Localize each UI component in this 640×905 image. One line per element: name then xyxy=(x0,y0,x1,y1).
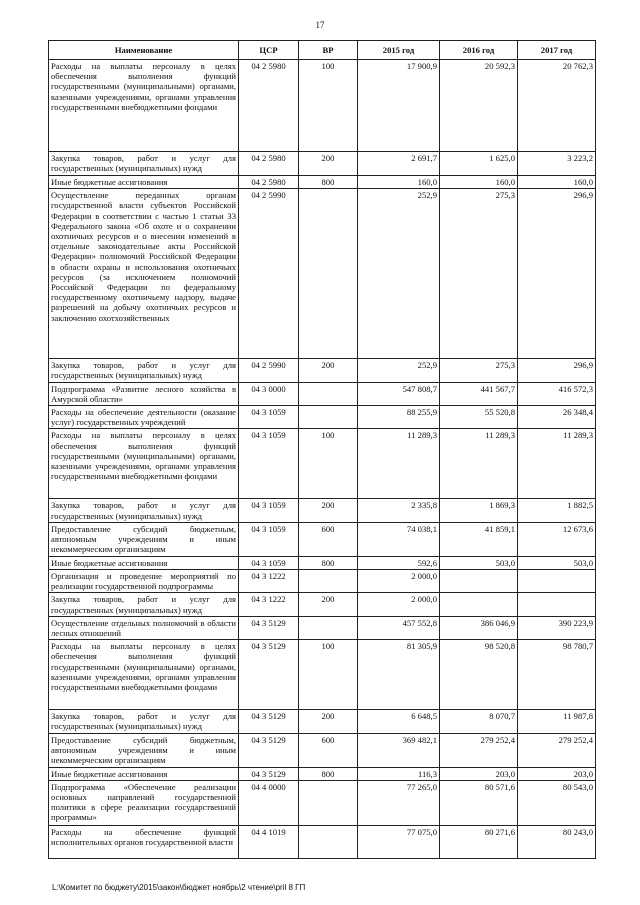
cell-y2015: 2 000,0 xyxy=(358,593,440,616)
cell-csr: 04 2 5980 xyxy=(239,152,299,176)
cell-csr: 04 2 5980 xyxy=(239,60,299,152)
header-name: Наименование xyxy=(49,41,239,60)
cell-vr xyxy=(299,406,358,429)
cell-y2017: 98 780,7 xyxy=(518,640,596,710)
cell-name: Иные бюджетные ассигнования xyxy=(49,556,239,569)
cell-y2016 xyxy=(440,570,518,593)
cell-y2015: 252,9 xyxy=(358,189,440,359)
cell-y2016: 1 869,3 xyxy=(440,499,518,522)
cell-y2016: 1 625,0 xyxy=(440,152,518,176)
cell-y2016: 275,3 xyxy=(440,189,518,359)
cell-y2015: 77 265,0 xyxy=(358,780,440,825)
header-2016: 2016 год xyxy=(440,41,518,60)
cell-vr xyxy=(299,189,358,359)
cell-name: Закупка товаров, работ и услуг для государственных (муниципальных) нужд xyxy=(49,152,239,176)
cell-vr: 200 xyxy=(299,593,358,616)
cell-vr: 800 xyxy=(299,767,358,780)
cell-y2017: 160,0 xyxy=(518,176,596,189)
cell-csr: 04 3 1059 xyxy=(239,522,299,556)
table-row xyxy=(49,60,596,152)
table-row xyxy=(49,616,596,639)
cell-y2016: 160,0 xyxy=(440,176,518,189)
cell-y2015: 17 900,9 xyxy=(358,60,440,152)
cell-y2016 xyxy=(440,593,518,616)
cell-name: Расходы на выплаты персоналу в целях обеспечения выполнения функций государственными (муниципальными) органами, казенными учреждениями, органами управления государственными внебюджетными фондами xyxy=(49,429,239,499)
cell-csr: 04 3 5129 xyxy=(239,767,299,780)
cell-y2016: 41 859,1 xyxy=(440,522,518,556)
table-row xyxy=(49,406,596,429)
cell-y2015: 457 552,8 xyxy=(358,616,440,639)
table-row xyxy=(49,382,596,405)
cell-y2017: 11 987,8 xyxy=(518,710,596,733)
page-number: 17 xyxy=(315,20,325,30)
cell-y2015: 547 808,7 xyxy=(358,382,440,405)
header-2017: 2017 год xyxy=(518,41,596,60)
table-row xyxy=(49,593,596,616)
cell-name: Расходы на выплаты персоналу в целях обеспечения выполнения функций государственными (муниципальными) органами, казенными учреждениями, органами управления государственными внебюджетными фондами xyxy=(49,60,239,152)
cell-vr: 100 xyxy=(299,429,358,499)
table-row xyxy=(49,522,596,556)
cell-csr: 04 3 1059 xyxy=(239,429,299,499)
table-row xyxy=(49,710,596,733)
table-row xyxy=(49,429,596,499)
cell-y2017: 296,9 xyxy=(518,189,596,359)
table-row xyxy=(49,176,596,189)
table-row xyxy=(49,189,596,359)
cell-csr: 04 3 1222 xyxy=(239,570,299,593)
cell-csr: 04 2 5980 xyxy=(239,176,299,189)
cell-csr: 04 3 5129 xyxy=(239,710,299,733)
cell-y2016: 203,0 xyxy=(440,767,518,780)
table-row xyxy=(49,825,596,858)
cell-name: Организация и проведение мероприятий по реализации государственной подпрограммы xyxy=(49,570,239,593)
cell-y2017 xyxy=(518,593,596,616)
cell-y2016: 279 252,4 xyxy=(440,733,518,767)
cell-y2015: 160,0 xyxy=(358,176,440,189)
cell-y2017: 203,0 xyxy=(518,767,596,780)
header-csr: ЦСР xyxy=(239,41,299,60)
table-row xyxy=(49,767,596,780)
cell-y2017: 80 543,0 xyxy=(518,780,596,825)
cell-y2017: 390 223,9 xyxy=(518,616,596,639)
table-row xyxy=(49,499,596,522)
cell-csr: 04 3 1222 xyxy=(239,593,299,616)
cell-y2017: 416 572,3 xyxy=(518,382,596,405)
cell-vr: 200 xyxy=(299,152,358,176)
cell-csr: 04 4 0000 xyxy=(239,780,299,825)
cell-y2015: 88 255,9 xyxy=(358,406,440,429)
cell-vr xyxy=(299,825,358,858)
cell-y2016: 80 571,6 xyxy=(440,780,518,825)
cell-y2015: 252,9 xyxy=(358,359,440,382)
cell-y2017: 80 243,0 xyxy=(518,825,596,858)
cell-vr xyxy=(299,616,358,639)
cell-y2015: 369 482,1 xyxy=(358,733,440,767)
cell-csr: 04 3 1059 xyxy=(239,556,299,569)
table-body xyxy=(49,60,596,859)
cell-y2017: 296,9 xyxy=(518,359,596,382)
cell-name: Закупка товаров, работ и услуг для государственных (муниципальных) нужд xyxy=(49,499,239,522)
cell-name: Расходы на обеспечение функций исполнительных органов государственной власти xyxy=(49,825,239,858)
cell-vr xyxy=(299,382,358,405)
table-row xyxy=(49,733,596,767)
cell-csr: 04 3 0000 xyxy=(239,382,299,405)
cell-y2016: 55 520,8 xyxy=(440,406,518,429)
cell-y2017: 26 348,4 xyxy=(518,406,596,429)
cell-y2016: 98 520,8 xyxy=(440,640,518,710)
cell-y2015: 2 000,0 xyxy=(358,570,440,593)
cell-name: Осуществление переданных органам государственной власти субъектов Российской Федерации в соответствии с частью 1 статьи 33 Федерального закона «Об охоте и о сохранении охотничьих ресурсов и о внесении изменений в отдельные законодательные акты Российской Федерации» полномочий Российской Федерации в области охраны и использования охотничьих ресурсов (за исключением полномочий Российской Федерации по федеральному государственному охотничьему надзору, выдаче разрешений на добычу охотничьих ресурсов и заключению охотхозяйственных xyxy=(49,189,239,359)
cell-vr xyxy=(299,780,358,825)
cell-y2017 xyxy=(518,570,596,593)
table-row xyxy=(49,780,596,825)
cell-name: Осуществление отдельных полномочий в области лесных отношений xyxy=(49,616,239,639)
cell-y2017: 12 673,6 xyxy=(518,522,596,556)
cell-y2017: 3 223,2 xyxy=(518,152,596,176)
cell-name: Расходы на выплаты персоналу в целях обеспечения выполнения функций государственными (муниципальными) органами, казенными учреждениями, органами управления государственными внебюджетными фондами xyxy=(49,640,239,710)
cell-csr: 04 3 5129 xyxy=(239,733,299,767)
cell-y2015: 74 038,1 xyxy=(358,522,440,556)
budget-table xyxy=(48,40,596,859)
cell-y2016: 8 070,7 xyxy=(440,710,518,733)
cell-name: Иные бюджетные ассигнования xyxy=(49,176,239,189)
cell-vr xyxy=(299,570,358,593)
cell-y2016: 441 567,7 xyxy=(440,382,518,405)
cell-y2015: 592,6 xyxy=(358,556,440,569)
cell-name: Закупка товаров, работ и услуг для государственных (муниципальных) нужд xyxy=(49,710,239,733)
cell-y2016: 11 289,3 xyxy=(440,429,518,499)
cell-name: Закупка товаров, работ и услуг для государственных (муниципальных) нужд xyxy=(49,359,239,382)
cell-y2015: 77 075,0 xyxy=(358,825,440,858)
table-row xyxy=(49,570,596,593)
cell-vr: 600 xyxy=(299,733,358,767)
cell-vr: 600 xyxy=(299,522,358,556)
table-row xyxy=(49,556,596,569)
cell-name: Предоставление субсидий бюджетным, автономным учреждениям и иным некоммерческим организациям xyxy=(49,522,239,556)
cell-vr: 200 xyxy=(299,499,358,522)
cell-csr: 04 3 1059 xyxy=(239,499,299,522)
table-row xyxy=(49,152,596,176)
cell-csr: 04 3 5129 xyxy=(239,616,299,639)
cell-y2017: 11 289,3 xyxy=(518,429,596,499)
cell-y2016: 20 592,3 xyxy=(440,60,518,152)
header-2015: 2015 год xyxy=(358,41,440,60)
cell-y2017: 20 762,3 xyxy=(518,60,596,152)
cell-y2017: 279 252,4 xyxy=(518,733,596,767)
cell-vr: 100 xyxy=(299,60,358,152)
cell-csr: 04 4 1019 xyxy=(239,825,299,858)
cell-y2017: 503,0 xyxy=(518,556,596,569)
cell-name: Закупка товаров, работ и услуг для государственных (муниципальных) нужд xyxy=(49,593,239,616)
cell-y2016: 80 271,6 xyxy=(440,825,518,858)
cell-csr: 04 2 5990 xyxy=(239,189,299,359)
cell-y2015: 6 648,5 xyxy=(358,710,440,733)
cell-y2015: 2 691,7 xyxy=(358,152,440,176)
header-vr: ВР xyxy=(299,41,358,60)
cell-csr: 04 2 5990 xyxy=(239,359,299,382)
table-header-row xyxy=(49,41,596,60)
cell-y2015: 81 305,9 xyxy=(358,640,440,710)
table-row xyxy=(49,359,596,382)
footer-file-path: L:\Комитет по бюджету\2015\закон\бюджет ноябрь\2 чтение\pril 8 ГП xyxy=(52,883,306,892)
cell-y2015: 116,3 xyxy=(358,767,440,780)
cell-y2016: 275,3 xyxy=(440,359,518,382)
cell-name: Иные бюджетные ассигнования xyxy=(49,767,239,780)
cell-y2015: 11 289,3 xyxy=(358,429,440,499)
cell-y2015: 2 335,8 xyxy=(358,499,440,522)
cell-csr: 04 3 1059 xyxy=(239,406,299,429)
cell-name: Подпрограмма «Развитие лесного хозяйства в Амурской области» xyxy=(49,382,239,405)
cell-y2016: 503,0 xyxy=(440,556,518,569)
cell-vr: 100 xyxy=(299,640,358,710)
cell-name: Подпрограмма «Обеспечение реализации основных направлений государственной политики в сфере реализации государственной программы» xyxy=(49,780,239,825)
cell-csr: 04 3 5129 xyxy=(239,640,299,710)
cell-name: Расходы на обеспечение деятельности (оказание услуг) государственных учреждений xyxy=(49,406,239,429)
cell-vr: 200 xyxy=(299,359,358,382)
cell-y2016: 386 046,9 xyxy=(440,616,518,639)
cell-vr: 800 xyxy=(299,556,358,569)
cell-name: Предоставление субсидий бюджетным, автономным учреждениям и иным некоммерческим организациям xyxy=(49,733,239,767)
table-row xyxy=(49,640,596,710)
cell-vr: 200 xyxy=(299,710,358,733)
cell-y2017: 1 882,5 xyxy=(518,499,596,522)
cell-vr: 800 xyxy=(299,176,358,189)
